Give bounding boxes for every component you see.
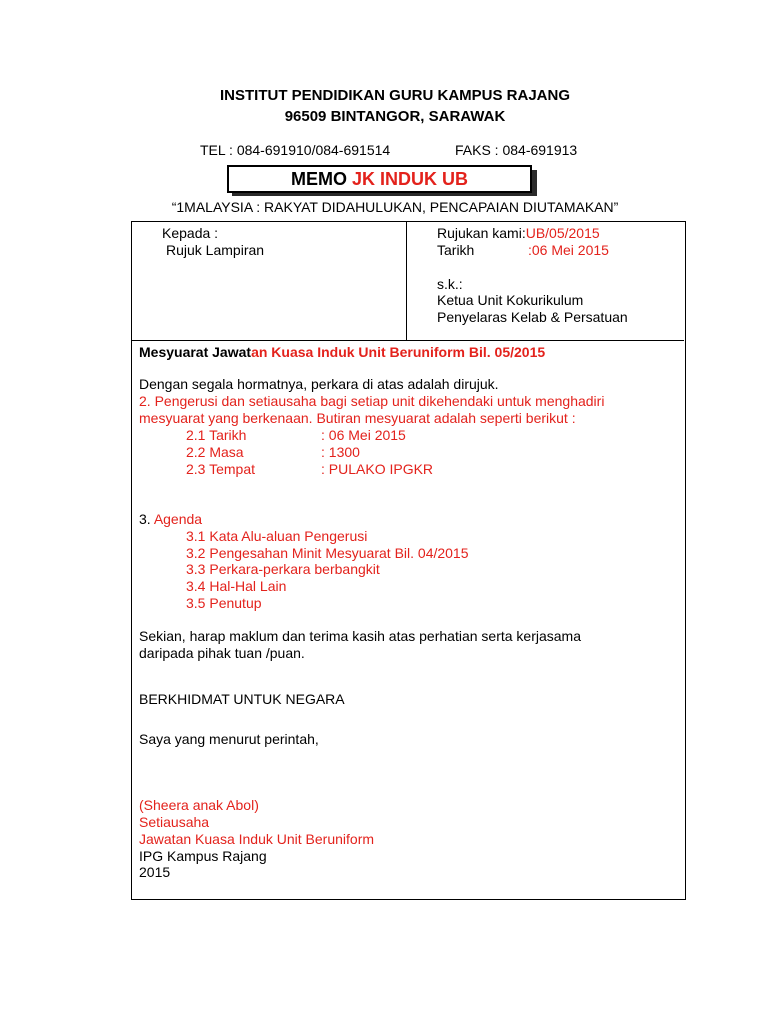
sk-recipient-1: Ketua Unit Kokurikulum	[437, 292, 584, 308]
institution-name: INSTITUT PENDIDIKAN GURU KAMPUS RAJANG	[219, 87, 570, 104]
detail-label: 2.2 Masa	[186, 444, 244, 460]
table-divider-horizontal	[131, 340, 684, 341]
closing-line-1: Sekian, harap maklum dan terima kasih atas perhatian serta kerjasama	[139, 628, 581, 644]
memo-title-suffix: JK INDUK UB	[352, 169, 469, 189]
yours-faithfully: Saya yang menurut perintah,	[139, 731, 319, 747]
paragraph-2-line-1: 2. Pengerusi dan setiausaha bagi setiap unit dikehendaki untuk menghadiri	[139, 393, 605, 409]
rujukan-value: UB/05/2015	[525, 225, 600, 241]
table-divider-vertical	[406, 221, 407, 340]
signatory-committee: Jawatan Kuasa Induk Unit Beruniform	[139, 831, 375, 847]
agenda-number: 3.	[139, 511, 151, 527]
signatory-org: IPG Kampus Rajang	[139, 848, 267, 864]
closing-line-2: daripada pihak tuan /puan.	[139, 645, 305, 661]
agenda-item: 3.3 Perkara-perkara berbangkit	[186, 561, 380, 577]
motto: “1MALAYSIA : RAKYAT DIDAHULUKAN, PENCAPAIAN DIUTAMAKAN”	[171, 199, 619, 215]
kepada-label: Kepada :	[162, 225, 219, 241]
subject-red: an Kuasa Induk Unit Beruniform Bil. 05/2015	[251, 344, 546, 360]
detail-value: : 1300	[321, 444, 360, 460]
agenda-item: 3.2 Pengesahan Minit Mesyuarat Bil. 04/2015	[186, 545, 469, 561]
detail-value: : PULAKO IPGKR	[321, 461, 434, 477]
agenda-item: 3.4 Hal-Hal Lain	[186, 578, 287, 594]
paragraph-2-line-2: mesyuarat yang berkenaan. Butiran mesyuarat adalah seperti berikut :	[139, 410, 576, 426]
agenda-label: Agenda	[153, 511, 203, 527]
agenda-heading	[139, 511, 202, 527]
agenda-item: 3.1 Kata Alu-aluan Pengerusi	[186, 528, 368, 544]
telephone: TEL : 084-691910/084-691514	[200, 142, 391, 158]
sk-label: s.k.:	[437, 276, 463, 292]
detail-label: 2.3 Tempat	[186, 461, 256, 477]
memo-title-prefix: MEMO	[290, 169, 347, 189]
subject-black: Mesyuarat Jawat	[139, 344, 252, 360]
memo-title	[227, 165, 532, 193]
agenda-item: 3.5 Penutup	[186, 595, 262, 611]
rujukan-row	[437, 225, 600, 241]
rujukan-label: Rujukan kami:	[437, 225, 526, 241]
kepada-value: Rujuk Lampiran	[166, 242, 265, 258]
signatory-year: 2015	[139, 864, 171, 880]
detail-label: 2.1 Tarikh	[186, 427, 247, 443]
detail-value: : 06 Mei 2015	[321, 427, 406, 443]
slogan: BERKHIDMAT UNTUK NEGARA	[139, 691, 345, 707]
institution-address: 96509 BINTANGOR, SARAWAK	[284, 108, 506, 125]
fax: FAKS : 084-691913	[455, 142, 578, 158]
tarikh-value: :06 Mei 2015	[528, 242, 609, 258]
sk-recipient-2: Penyelaras Kelab & Persatuan	[437, 309, 628, 325]
signatory-name: (Sheera anak Abol)	[139, 797, 259, 813]
memo-subject	[139, 344, 545, 360]
greeting: Dengan segala hormatnya, perkara di atas adalah dirujuk.	[139, 376, 499, 392]
signatory-role: Setiausaha	[139, 814, 210, 830]
tarikh-label: Tarikh	[437, 242, 475, 258]
